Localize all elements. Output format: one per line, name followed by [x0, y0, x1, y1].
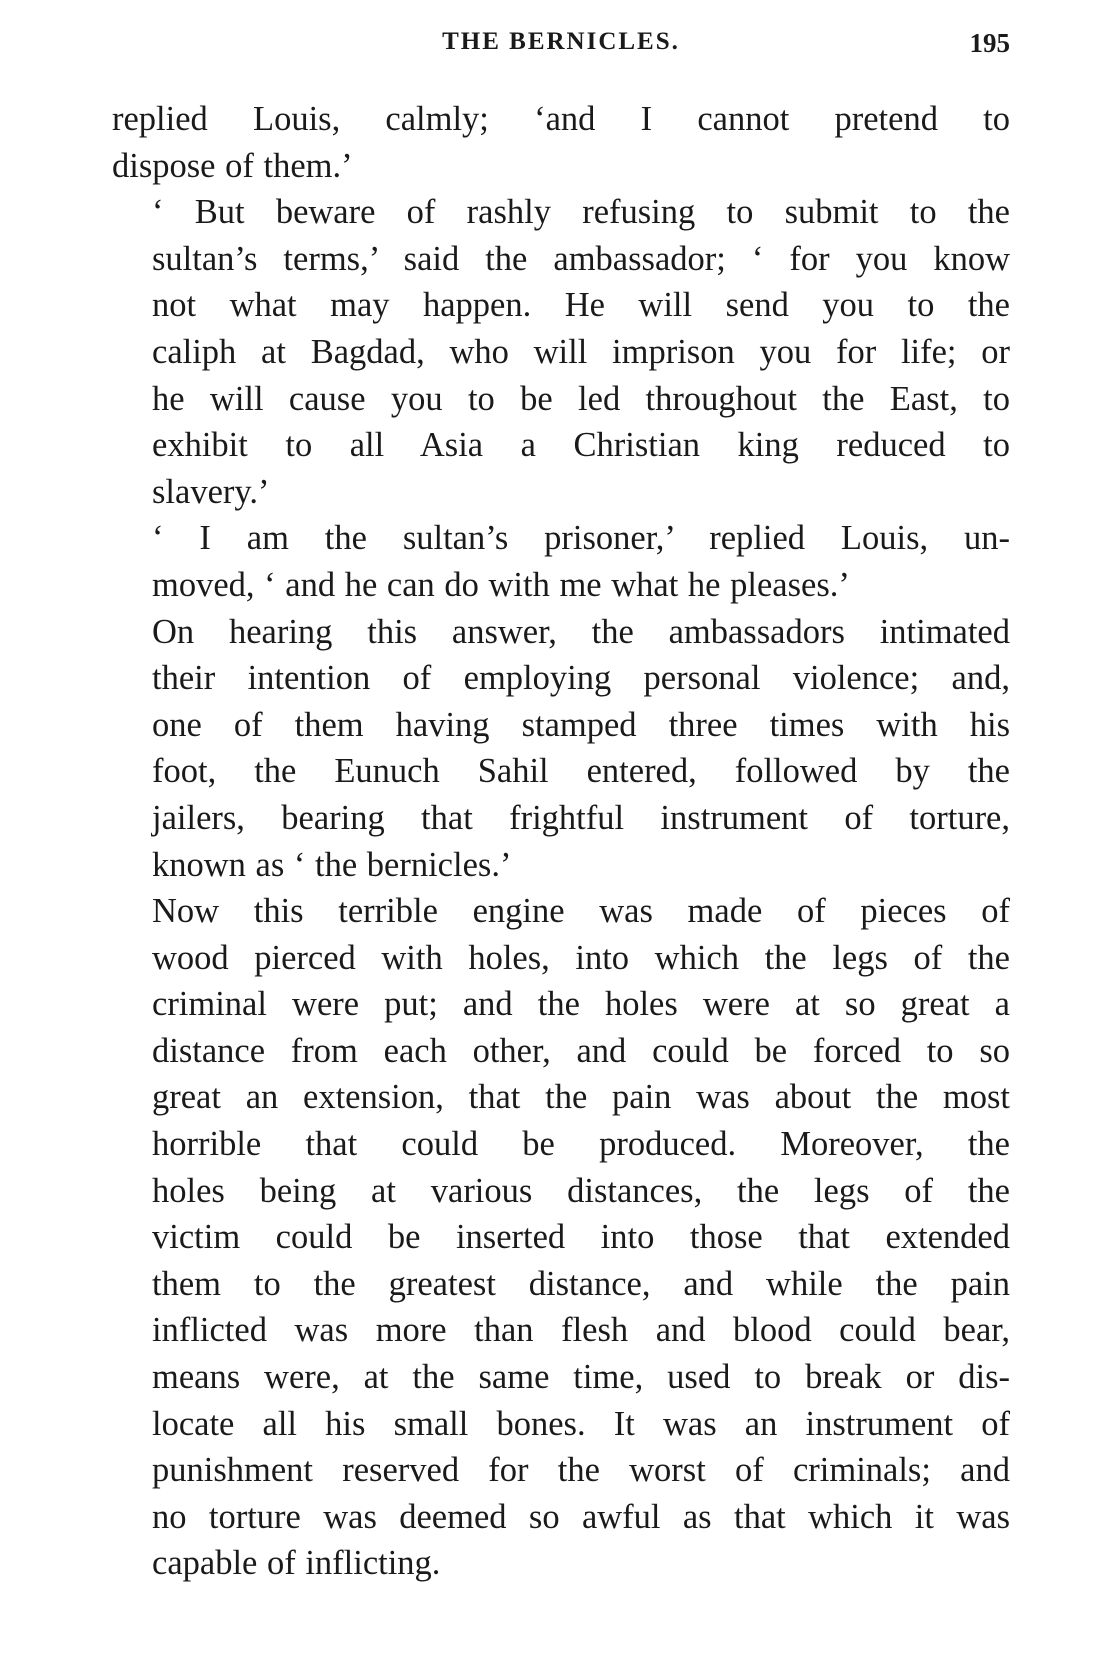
text-line: great an extension, that the pain was about the most — [152, 1078, 1010, 1117]
text-line: ‘ I am the sultan’s prisoner,’ replied Louis, un- — [152, 519, 1010, 558]
text-line: holes being at various distances, the legs of the — [152, 1171, 1010, 1210]
text-line: sultan’s terms,’ said the ambassador; ‘ for you know — [152, 239, 1010, 278]
running-title: THE BERNICLES. — [442, 28, 680, 55]
text-line: caliph at Bagdad, who will imprison you for life; or — [152, 332, 1010, 371]
text-line: On hearing this answer, the ambassadors intimated — [152, 612, 1010, 651]
text-line: locate all his small bones. It was an instrument of — [152, 1404, 1010, 1443]
text-line: Now this terrible engine was made of pieces of — [152, 892, 1010, 931]
text-line: no torture was deemed so awful as that which it was — [152, 1497, 1010, 1536]
paragraph-ambassadors-violence — [112, 609, 1010, 889]
text-line: jailers, bearing that frightful instrument of torture, — [152, 798, 1010, 837]
text-line: moved, ‘ and he can do with me what he pleases.’ — [152, 565, 850, 604]
text-line: he will cause you to be led throughout the East, to — [152, 379, 1010, 418]
body-text — [112, 96, 1010, 1587]
text-line: criminal were put; and the holes were at so great a — [152, 985, 1010, 1024]
page-number: 195 — [969, 28, 1010, 58]
text-line: dispose of them.’ — [112, 146, 353, 185]
text-line: exhibit to all Asia a Christian king reduced to — [152, 426, 1010, 465]
running-head — [112, 28, 1010, 68]
text-line: ‘ But beware of rashly refusing to submit to the — [152, 193, 1010, 232]
text-line: foot, the Eunuch Sahil entered, followed by the — [152, 752, 1010, 791]
text-line: slavery.’ — [152, 472, 270, 511]
text-line: distance from each other, and could be forced to so — [152, 1031, 1010, 1070]
text-line: one of them having stamped three times with his — [152, 705, 1010, 744]
text-line: horrible that could be produced. Moreover, the — [152, 1125, 1010, 1164]
text-line: means were, at the same time, used to break or dis- — [152, 1358, 1010, 1397]
paragraph-continuation — [112, 96, 1010, 189]
paragraph-bernicles-description — [112, 888, 1010, 1587]
text-line: capable of inflicting. — [152, 1544, 441, 1583]
text-line: wood pierced with holes, into which the legs of the — [152, 938, 1010, 977]
text-line: replied Louis, calmly; ‘and I cannot pretend to — [112, 100, 1010, 138]
text-line: their intention of employing personal violence; and, — [152, 659, 1010, 698]
text-line: victim could be inserted into those that extended — [152, 1218, 1010, 1257]
text-line: known as ‘ the bernicles.’ — [152, 845, 512, 884]
text-line: them to the greatest distance, and while the pain — [152, 1264, 1010, 1303]
paragraph-ambassador-warning — [112, 189, 1010, 515]
text-line: punishment reserved for the worst of criminals; and — [152, 1451, 1010, 1490]
text-line: not what may happen. He will send you to the — [152, 286, 1010, 325]
paragraph-louis-reply — [112, 515, 1010, 608]
text-line: inflicted was more than flesh and blood could bear, — [152, 1311, 1010, 1350]
